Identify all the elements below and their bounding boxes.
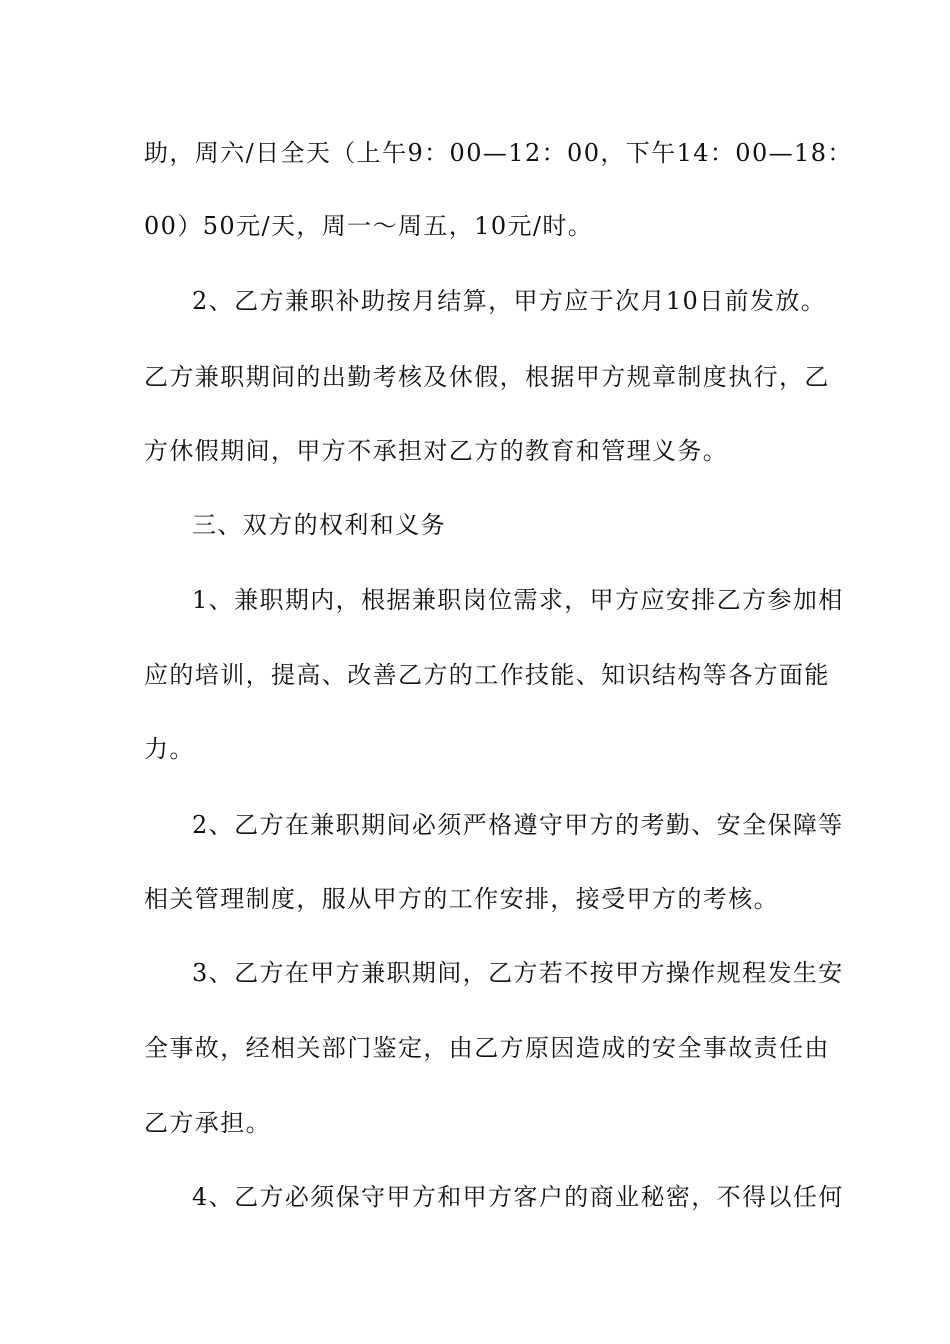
text-line-8: 应的培训，提高、改善乙方的工作技能、知识结构等各方面能: [144, 661, 830, 689]
text-line-2: 00）50元/天，周一～周五，10元/时。: [144, 212, 594, 240]
text-line-4: 乙方兼职期间的出勤考核及休假，根据甲方规章制度执行，乙: [144, 363, 830, 391]
text-line-12: 3、乙方在甲方兼职期间，乙方若不按甲方操作规程发生安: [192, 959, 844, 987]
text-line-5: 方休假期间，甲方不承担对乙方的教育和管理义务。: [144, 437, 729, 465]
text-line-15: 4、乙方必须保守甲方和甲方客户的商业秘密，不得以任何: [192, 1183, 844, 1211]
text-line-13: 全事故，经相关部门鉴定，由乙方原因造成的安全事故责任由: [144, 1034, 830, 1062]
section-heading: 三、双方的权利和义务: [192, 511, 446, 539]
text-line-7: 1、兼职期内，根据兼职岗位需求，甲方应安排乙方参加相: [192, 586, 844, 614]
text-line-1: 助，周六/日全天（上午9：00—12：00，下午14：00—18：: [144, 139, 853, 167]
text-line-10: 2、乙方在兼职期间必须严格遵守甲方的考勤、安全保障等: [192, 811, 844, 839]
text-line-9: 力。: [144, 735, 195, 763]
text-line-14: 乙方承担。: [144, 1109, 271, 1137]
text-line-3: 2、乙方兼职补助按月结算，甲方应于次月10日前发放。: [192, 287, 827, 315]
text-line-11: 相关管理制度，服从甲方的工作安排，接受甲方的考核。: [144, 885, 779, 913]
